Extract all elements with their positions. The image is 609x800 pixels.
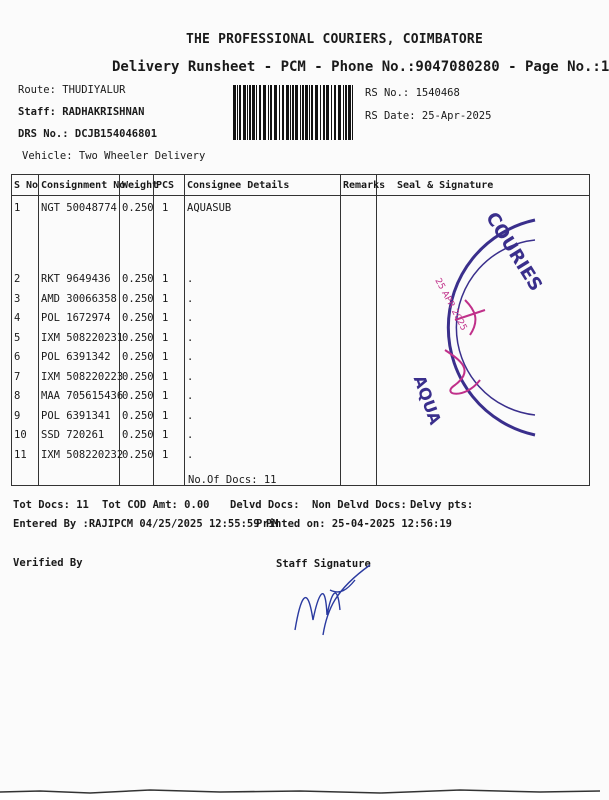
- table-row: [12, 446, 590, 466]
- row-weight: 0.250: [120, 407, 154, 427]
- row-weight: 0.250: [120, 387, 154, 407]
- row-sno: 2: [12, 270, 39, 290]
- row-pcs: 1: [154, 446, 185, 466]
- row-pcs: 1: [154, 368, 185, 388]
- row-consignee-details: .: [185, 387, 341, 407]
- row-remarks: [341, 309, 377, 329]
- printed-on: Printed on: 25-04-2025 12:56:19: [256, 518, 452, 530]
- total-cod-amount: Tot COD Amt: 0.00: [102, 499, 210, 511]
- row-consignment-no: MAA 705615436: [39, 387, 120, 407]
- row-consignment-no: IXM 508220231: [39, 329, 120, 349]
- row-consignee-details: .: [185, 348, 341, 368]
- staff-label: Staff: RADHAKRISHNAN: [18, 106, 145, 118]
- row-sno: 3: [12, 290, 39, 310]
- col-header-weight: Weight: [120, 175, 154, 196]
- row-pcs: 1: [154, 290, 185, 310]
- document-title: THE PROFESSIONAL COURIERS, COIMBATORE: [186, 32, 483, 47]
- row-consignee-details: .: [185, 446, 341, 466]
- row-remarks: [341, 368, 377, 388]
- col-header-consignment: Consignment No: [39, 175, 120, 196]
- row-pcs: 1: [154, 309, 185, 329]
- row-weight: 0.250: [120, 270, 154, 290]
- rs-date: RS Date: 25-Apr-2025: [365, 110, 492, 122]
- row-sno: 4: [12, 309, 39, 329]
- row-sno: 5: [12, 329, 39, 349]
- row-pcs: 1: [154, 329, 185, 349]
- row-weight: 0.250: [120, 348, 154, 368]
- document-subtitle: Delivery Runsheet - PCM - Phone No.:9047080280 - Page No.:1: [112, 59, 609, 75]
- col-header-consignee: Consignee Details: [185, 175, 341, 196]
- row-sno: 11: [12, 446, 39, 466]
- row-sno: 8: [12, 387, 39, 407]
- row-weight: 0.250: [120, 196, 154, 271]
- col-header-pcs: PCS: [154, 175, 185, 196]
- staff-signature-label: Staff Signature: [276, 558, 371, 570]
- row-remarks: [341, 270, 377, 290]
- empty-cell: [377, 465, 590, 485]
- row-pcs: 1: [154, 407, 185, 427]
- row-seal-signature: [377, 446, 590, 466]
- row-weight: 0.250: [120, 290, 154, 310]
- row-consignee-details: .: [185, 426, 341, 446]
- row-pcs: 1: [154, 270, 185, 290]
- row-consignee-details: .: [185, 290, 341, 310]
- row-pcs: 1: [154, 387, 185, 407]
- row-sno: 9: [12, 407, 39, 427]
- row-consignment-no: AMD 30066358: [39, 290, 120, 310]
- table-footer-row: [12, 465, 590, 485]
- row-consignee-details: .: [185, 309, 341, 329]
- svg-text:25 APR 2025: 25 APR 2025: [432, 276, 469, 333]
- vehicle-label: Vehicle: Two Wheeler Delivery: [22, 150, 206, 162]
- non-delivered-docs: Non Delvd Docs:: [312, 499, 407, 511]
- empty-cell: [39, 465, 120, 485]
- row-remarks: [341, 329, 377, 349]
- row-remarks: [341, 407, 377, 427]
- row-consignment-no: IXM 508220232: [39, 446, 120, 466]
- col-header-seal: Seal & Signature: [377, 175, 590, 196]
- delivery-points: Delvy pts:: [410, 499, 474, 511]
- row-consignee-details: .: [185, 368, 341, 388]
- row-consignment-no: SSD 720261: [39, 426, 120, 446]
- row-remarks: [341, 348, 377, 368]
- entered-by: Entered By :RAJIPCM 04/25/2025 12:55:59 PM: [13, 518, 279, 530]
- row-remarks: [341, 196, 377, 271]
- row-consignment-no: POL 1672974: [39, 309, 120, 329]
- route-label: Route: THUDIYALUR: [18, 84, 126, 96]
- total-docs: Tot Docs: 11: [13, 499, 89, 511]
- row-sno: 6: [12, 348, 39, 368]
- svg-text:AQUA: AQUA: [409, 372, 445, 428]
- svg-text:COURIES: COURIES: [481, 208, 547, 296]
- delivered-docs: Delvd Docs:: [230, 499, 300, 511]
- empty-cell: [154, 465, 185, 485]
- row-weight: 0.250: [120, 446, 154, 466]
- row-consignee-details: AQUASUB: [185, 196, 341, 271]
- row-consignment-no: POL 6391342: [39, 348, 120, 368]
- row-consignee-details: .: [185, 270, 341, 290]
- col-header-remarks: Remarks: [341, 175, 377, 196]
- empty-cell: [12, 465, 39, 485]
- empty-cell: [120, 465, 154, 485]
- verified-by-label: Verified By: [13, 557, 83, 569]
- row-weight: 0.250: [120, 309, 154, 329]
- row-weight: 0.250: [120, 426, 154, 446]
- row-remarks: [341, 426, 377, 446]
- row-consignment-no: RKT 9649436: [39, 270, 120, 290]
- row-weight: 0.250: [120, 329, 154, 349]
- row-sno: 1: [12, 196, 39, 271]
- row-consignee-details: .: [185, 329, 341, 349]
- row-consignment-no: IXM 508220223: [39, 368, 120, 388]
- row-sno: 10: [12, 426, 39, 446]
- row-pcs: 1: [154, 348, 185, 368]
- seal-stamp: [385, 208, 547, 435]
- row-pcs: 1: [154, 426, 185, 446]
- row-remarks: [341, 446, 377, 466]
- row-remarks: [341, 290, 377, 310]
- torn-paper-edge: [0, 780, 600, 800]
- no-of-docs: No.Of Docs: 11: [188, 474, 277, 486]
- row-weight: 0.250: [120, 368, 154, 388]
- rs-number: RS No.: 1540468: [365, 87, 460, 99]
- row-remarks: [341, 387, 377, 407]
- drs-number: DRS No.: DCJB154046801: [18, 128, 158, 140]
- row-consignment-no: NGT 50048774: [39, 196, 120, 271]
- row-consignment-no: POL 6391341: [39, 407, 120, 427]
- table-header-row: [12, 175, 590, 196]
- barcode-icon: [233, 85, 355, 140]
- row-sno: 7: [12, 368, 39, 388]
- row-consignee-details: .: [185, 407, 341, 427]
- empty-cell: [341, 465, 377, 485]
- col-header-sno: S No: [12, 175, 39, 196]
- row-pcs: 1: [154, 196, 185, 271]
- staff-signature: [285, 560, 375, 645]
